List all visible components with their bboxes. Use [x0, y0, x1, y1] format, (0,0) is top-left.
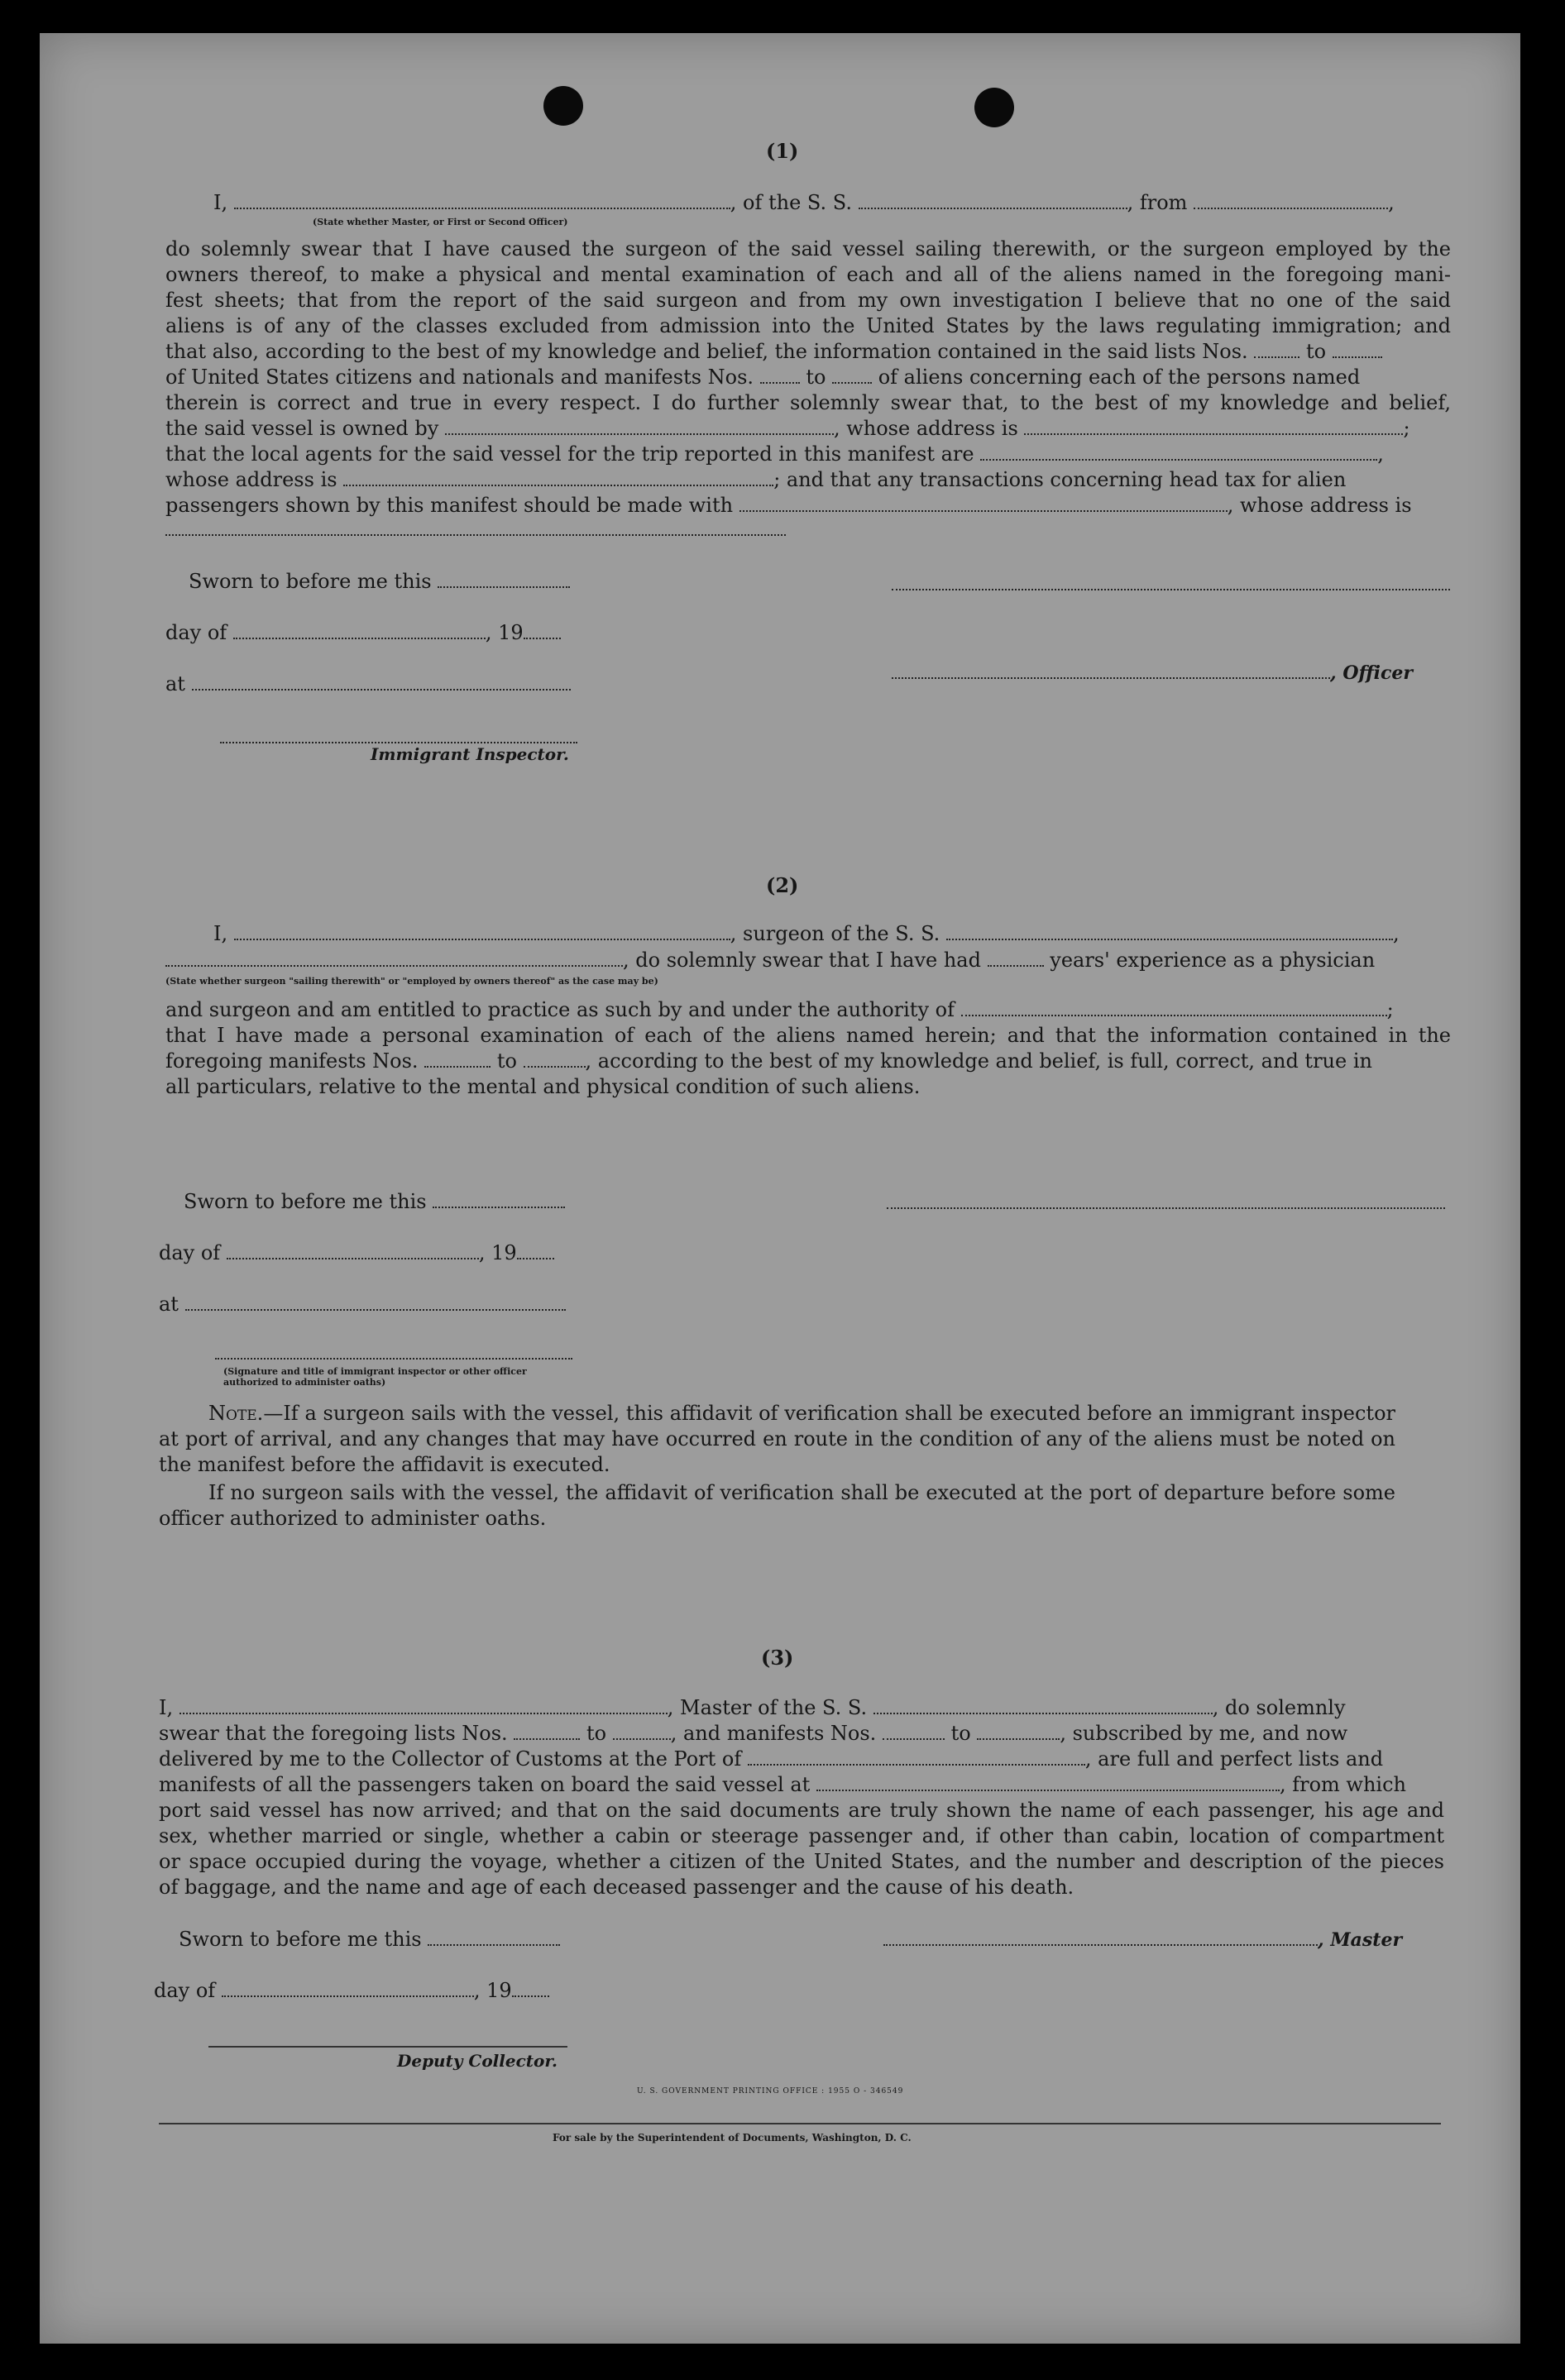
oath-text: of baggage, and the name and age of each deceased passenger and the cause of his death. [159, 1876, 1074, 1899]
officer-signature-line[interactable] [892, 589, 1450, 590]
surgeon-signature-line[interactable] [887, 1207, 1445, 1209]
year-field[interactable] [524, 621, 561, 639]
officer-name-field[interactable] [234, 191, 730, 209]
oath-text: swear that the foregoing lists Nos. to , and manifests Nos. to , subscribed by me, and now [159, 1722, 1348, 1745]
embark-port-field[interactable] [816, 1773, 1280, 1791]
sworn-line: Sworn to before me this [179, 1927, 560, 1952]
oath-text: all particulars, relative to the mental and physical condition of such aliens. [165, 1075, 921, 1098]
master-line: , Master [883, 1927, 1402, 1952]
manifest-from-field[interactable] [883, 1722, 945, 1740]
authority-field[interactable] [961, 998, 1387, 1016]
oath-text: aliens is of any of the classes excluded from admission into the United States by the laws regulating immigration; and [165, 314, 1451, 337]
day-of-line: day of , 19 [165, 620, 561, 645]
oath-text: or space occupied during the voyage, whether a citizen of the United States, and the number and description of the pieces [159, 1850, 1444, 1873]
document-page [40, 33, 1520, 2344]
agents-address-field[interactable] [343, 468, 773, 486]
oath-text: that also, according to the best of my knowledge and belief, the information contained in the said lists Nos. to [165, 339, 1382, 364]
oath-text: foregoing manifests Nos. to , according to the best of my knowledge and belief, is full, correct, and true in [165, 1049, 1372, 1073]
lists-to-field[interactable] [613, 1722, 671, 1740]
oath-text: owners thereof, to make a physical and mental examination of each and all of the aliens named in the foregoing mani- [165, 263, 1451, 286]
sworn-line: Sworn to before me this [184, 1189, 565, 1214]
master-signature-field[interactable] [883, 1928, 1318, 1946]
officer-line: , Officer [892, 660, 1413, 686]
oath-text: do solemnly swear that I have caused the surgeon of the said vessel sailing therewith, or the surgeon employed by the [165, 237, 1451, 260]
note-paragraph: Note.—If a surgeon sails with the vessel, this affidavit of verification shall be executed before an immigrant inspector at port of arrival, and any changes that may have occurred en route in the condition of any of the aliens must be noted on the manifest before the affidavit is executed. [159, 1402, 1395, 1476]
manifest-to-field[interactable] [977, 1722, 1060, 1740]
gpo-imprint: U. S. GOVERNMENT PRINTING OFFICE : 1955 O - 346549 [637, 2087, 904, 2096]
oath-line: , do solemnly swear that I have had years' experience as a physician [165, 948, 1375, 973]
day-of-line: day of , 19 [154, 1978, 549, 2003]
oath-text: manifests of all the passengers taken on board the said vessel at , from which [159, 1773, 1406, 1796]
collector-signature-line[interactable] [208, 2046, 567, 2048]
inspector-signature-line[interactable] [220, 742, 577, 743]
manifest-from-field[interactable] [424, 1049, 491, 1068]
head-tax-contact-field[interactable] [739, 494, 1228, 512]
owner-address-field[interactable] [1024, 417, 1403, 435]
field-note: (State whether surgeon "sailing therewith" or "employed by owners thereof" as the case may be) [165, 976, 658, 987]
oath-text: the said vessel is owned by , whose address is ; [165, 417, 1410, 440]
lists-to-field[interactable] [1333, 340, 1382, 358]
oath-text: therein is correct and true in every respect. I do further solemnly swear that, to the best of my knowledge and belief, [165, 391, 1451, 414]
oath-text: and surgeon and am entitled to practice as such by and under the authority of ; [165, 998, 1394, 1021]
deputy-collector-label: Deputy Collector. [397, 2051, 558, 2071]
master-name-field[interactable] [179, 1696, 668, 1714]
punch-hole [974, 88, 1014, 127]
vessel-name-field[interactable] [859, 191, 1127, 209]
year-field[interactable] [517, 1241, 554, 1259]
signature-note: (Signature and title of immigrant inspector or other officer authorized to administer oaths) [223, 1366, 527, 1388]
section-number: (1) [766, 139, 799, 163]
at-line: at [165, 671, 571, 696]
manifest-from-field[interactable] [760, 366, 800, 384]
oath-text: passengers shown by this manifest should be made with , whose address is [165, 494, 1412, 517]
place-field[interactable] [192, 672, 571, 691]
oath-text: port said vessel has now arrived; and that on the said documents are truly shown the name of each passenger, his age and [159, 1799, 1444, 1822]
manifest-to-field[interactable] [832, 366, 872, 384]
address-line[interactable] [165, 534, 786, 536]
punch-hole [543, 86, 583, 126]
owner-field[interactable] [445, 417, 834, 435]
month-field[interactable] [227, 1241, 479, 1259]
from-port-field[interactable] [1194, 191, 1388, 209]
month-field[interactable] [233, 621, 486, 639]
surgeon-status-field[interactable] [165, 949, 623, 967]
inspector-label: Immigrant Inspector. [371, 744, 569, 764]
oath-text: sex, whether married or single, whether a cabin or steerage passenger and, if other than cabin, location of compartment [159, 1824, 1444, 1847]
oath-line: I, , surgeon of the S. S. , [213, 922, 1400, 945]
day-of-line: day of , 19 [159, 1240, 554, 1265]
lists-from-field[interactable] [1254, 340, 1299, 358]
field-note: (State whether Master, or First or Second Officer) [313, 217, 568, 227]
inspector-signature-line[interactable] [215, 1358, 572, 1360]
sworn-day-field[interactable] [428, 1928, 560, 1946]
oath-text: of United States citizens and nationals and manifests Nos. to of aliens concerning each of the persons named [165, 366, 1361, 389]
oath-text: whose address is ; and that any transactions concerning head tax for alien [165, 468, 1347, 491]
section-number: (2) [766, 873, 799, 897]
oath-text: that I have made a personal examination of each of the aliens named herein; and that the information contained in the [165, 1024, 1451, 1047]
section-number: (3) [761, 1646, 794, 1670]
sale-notice: For sale by the Superintendent of Documents, Washington, D. C. [553, 2132, 912, 2143]
oath-text: delivered by me to the Collector of Customs at the Port of , are full and perfect lists and [159, 1747, 1384, 1771]
sworn-day-field[interactable] [438, 570, 570, 588]
vessel-name-field[interactable] [946, 922, 1393, 940]
oath-text: fest sheets; that from the report of the said surgeon and from my own investigation I believe that no one of the said [165, 289, 1451, 312]
at-line: at [159, 1292, 566, 1317]
manifest-to-field[interactable] [524, 1049, 586, 1068]
sworn-line: Sworn to before me this [189, 569, 570, 594]
officer-title-field[interactable] [892, 661, 1330, 679]
surgeon-name-field[interactable] [234, 922, 730, 940]
local-agents-field[interactable] [980, 442, 1377, 461]
oath-line: I, , Master of the S. S. , do solemnly [159, 1696, 1346, 1719]
port-field[interactable] [748, 1747, 1085, 1766]
oath-text: that the local agents for the said vessel for the trip reported in this manifest are , [165, 442, 1384, 466]
years-field[interactable] [988, 949, 1044, 967]
month-field[interactable] [222, 1979, 474, 1997]
place-field[interactable] [185, 1293, 566, 1311]
lists-from-field[interactable] [514, 1722, 580, 1740]
vessel-name-field[interactable] [873, 1696, 1213, 1714]
year-field[interactable] [512, 1979, 549, 1997]
sworn-day-field[interactable] [433, 1190, 565, 1208]
note-paragraph: If no surgeon sails with the vessel, the affidavit of verification shall be executed at the port of departure before some officer authorized to administer oaths. [159, 1481, 1395, 1530]
oath-line: I, , of the S. S. , from , [213, 191, 1395, 214]
footer-rule [159, 2123, 1441, 2124]
